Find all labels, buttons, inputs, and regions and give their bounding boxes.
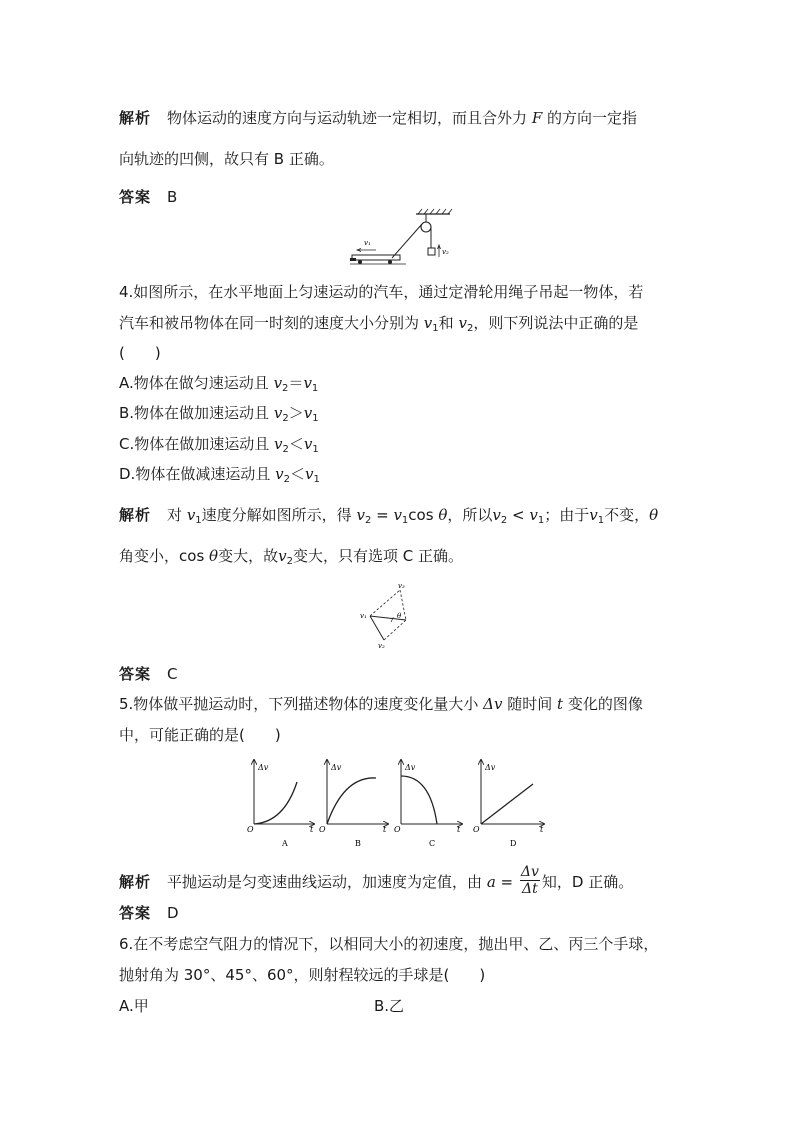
var-v: v [529, 506, 538, 524]
var-a: a [486, 873, 496, 891]
var-theta: θ [209, 547, 219, 565]
var-theta: θ [438, 506, 448, 524]
sub-2: 2 [282, 383, 289, 394]
option-text: C.物体在做加速运动且 [119, 435, 270, 453]
sub-1: 1 [401, 515, 409, 526]
q5-analysis-text: 平抛运动是匀变速曲线运动，加速度为定值，由 [167, 873, 483, 891]
q6-option-b: B.乙 [374, 997, 405, 1015]
graph-b [327, 760, 388, 848]
var-v: v [423, 314, 433, 332]
var-v: v [273, 374, 283, 392]
graph-c-xlabel: t [457, 825, 461, 834]
sub-2: 2 [364, 515, 372, 526]
graph-a-origin: O [247, 825, 254, 834]
q5-analysis [119, 866, 633, 899]
var-v: v [273, 404, 283, 422]
graph-d [473, 760, 544, 848]
q4-analysis-text: ，所以 [447, 506, 493, 524]
q4-analysis-text: 变大，故 [218, 547, 279, 565]
var-v: v [304, 465, 314, 483]
q4-analysis-text: 对 [167, 506, 183, 524]
sub-1: 1 [312, 413, 319, 424]
var-v: v [278, 547, 287, 565]
var-v: v [303, 374, 312, 392]
graph-c-label: C [429, 839, 436, 848]
q4-option-a [119, 373, 318, 393]
graph-c-ylabel: Δv [405, 763, 416, 772]
var-v: v [303, 404, 313, 422]
q5-stem-text: 变化的图像 [567, 695, 643, 713]
sub-1: 1 [311, 383, 319, 394]
op: = [495, 873, 518, 891]
q4-analysis-text: 变大，只有选项 C 正确。 [292, 547, 463, 565]
q5-graphs [240, 756, 560, 852]
q3-analysis-text-end: 的方向一定指 [547, 109, 638, 127]
graph-a-ylabel: Δv [258, 763, 269, 772]
q4-and: 和 [438, 314, 454, 332]
op: < [507, 506, 530, 524]
q5-answer [119, 903, 179, 923]
option-text: A.物体在做匀速运动且 [119, 374, 269, 392]
var-dv: Δv [483, 695, 503, 713]
graph-c [401, 760, 462, 848]
q5-stem-text: 5.物体做平抛运动时，下列描述物体的速度变化量大小 [119, 695, 479, 713]
q4-stem-text-end: ，则下列说法中正确的是 [473, 314, 639, 332]
sub-1: 1 [537, 515, 545, 526]
fig1-v2-label: v₂ [442, 248, 449, 256]
answer-label: 答案 [119, 904, 152, 922]
q5-stem-line-2: 中，可能正确的是( ) [119, 726, 281, 744]
q3-analysis-line-2: 向轨迹的凹侧，故只有 B 正确。 [119, 150, 334, 168]
q5-stem-text: 随时间 [507, 695, 553, 713]
q3-analysis-text: 物体运动的速度方向与运动轨迹一定相切，而且合外力 [167, 109, 528, 127]
graph-c-origin: O [394, 825, 401, 834]
op: ＜ [289, 465, 305, 483]
q4-stem-line-1: 4.如图所示，在水平地面上匀速运动的汽车，通过定滑轮用绳子吊起一物体，若 [119, 283, 644, 301]
op: ＞ [288, 404, 304, 422]
graph-d-label: D [510, 839, 517, 848]
graph-b-label: B [355, 839, 361, 848]
q5-analysis-text: 知，D 正确。 [541, 873, 634, 891]
sub-2: 2 [286, 556, 293, 567]
var-v: v [492, 506, 501, 524]
hanging-block [428, 248, 435, 255]
q4-analysis-line-2 [119, 546, 463, 566]
q4-stem-line-2 [119, 313, 638, 333]
graph-b-xlabel: t [383, 825, 387, 834]
frac-num: Δv [520, 864, 539, 880]
var-v: v [356, 506, 365, 524]
var-v: v [186, 506, 196, 524]
q3-analysis-line-1 [119, 108, 637, 128]
q4-analysis-line-1 [119, 505, 658, 525]
q4-answer-value: C [167, 665, 178, 683]
analysis-label: 解析 [119, 506, 152, 524]
var-v: v [458, 314, 467, 332]
var-v: v [274, 435, 283, 453]
var-theta: θ [649, 506, 659, 524]
sub-1: 1 [597, 515, 605, 526]
q4-answer [119, 664, 178, 684]
fig2-v2-label: v₂ [378, 642, 385, 650]
graph-b-ylabel: Δv [331, 763, 342, 772]
car-pulley-figure [346, 208, 456, 270]
fig2-v3-label: v₃ [398, 582, 405, 590]
q4-stem-text: 汽车和被吊物体在同一时刻的速度大小分别为 [119, 314, 420, 332]
graph-a-label: A [282, 839, 288, 848]
q6-stem-line-2: 抛射角为 30°、45°、60°，则射程较远的手球是( ) [119, 966, 486, 984]
sub-1: 1 [313, 474, 320, 485]
curve-b [327, 778, 376, 824]
graph-d-origin: O [473, 825, 480, 834]
graph-d-xlabel: t [540, 825, 544, 834]
q4-stem-line-3: ( ) [119, 344, 161, 362]
q3-answer [119, 187, 177, 207]
op: ＜ [288, 435, 304, 453]
graph-a [247, 760, 314, 848]
cos: cos [408, 506, 434, 524]
var-v: v [589, 506, 598, 524]
var-t: t [557, 695, 564, 713]
fig1-v1-label: v₁ [364, 239, 371, 247]
fraction-dv-dt [520, 864, 540, 897]
sub-2: 2 [282, 444, 289, 455]
q4-analysis-text: 速度分解如图所示，得 [201, 506, 352, 524]
option-text: B.物体在做加速运动且 [119, 404, 270, 422]
frac-den: Δt [522, 881, 538, 897]
fig2-theta-label: θ [397, 612, 402, 620]
op: ＝ [288, 374, 304, 392]
q6-stem-line-1: 6.在不考虑空气阻力的情况下，以相同大小的初速度，抛出甲、乙、丙三个手球， [119, 935, 659, 953]
q4-option-b [119, 403, 319, 423]
option-text: D.物体在做减速运动且 [119, 465, 271, 483]
var-v: v [303, 435, 313, 453]
graph-a-xlabel: t [310, 825, 314, 834]
answer-label: 答案 [119, 188, 152, 206]
fig2-v1-label: v₁ [360, 612, 367, 620]
sub-1: 1 [195, 515, 202, 526]
sub-2: 2 [283, 474, 290, 485]
q5-stem-line-1 [119, 694, 643, 714]
q6-option-a: A.甲 [119, 997, 149, 1015]
curve-c [401, 776, 437, 824]
cos: cos [179, 547, 205, 565]
sub-2: 2 [500, 515, 508, 526]
analysis-label: 解析 [119, 873, 152, 891]
q5-answer-value: D [167, 904, 179, 922]
q4-analysis-text: 角变小， [119, 547, 180, 565]
var-F: F [531, 109, 543, 127]
q4-option-d [119, 464, 320, 484]
curve-a [254, 782, 297, 824]
sub-1: 1 [312, 444, 319, 455]
answer-label: 答案 [119, 665, 152, 683]
q4-analysis-text: ；由于 [544, 506, 590, 524]
sub-1: 1 [432, 323, 439, 334]
velocity-decomposition-figure [356, 580, 440, 652]
sub-2: 2 [282, 413, 289, 424]
q4-analysis-text: 不变， [604, 506, 650, 524]
var-v: v [275, 465, 284, 483]
graph-b-origin: O [319, 825, 326, 834]
analysis-label: 解析 [119, 109, 152, 127]
op: = [371, 506, 394, 524]
var-v: v [393, 506, 402, 524]
graph-d-ylabel: Δv [485, 763, 496, 772]
sub-2: 2 [466, 323, 474, 334]
q3-answer-value: B [167, 188, 178, 206]
curve-d [481, 784, 533, 824]
pulley-icon [421, 222, 431, 232]
q4-option-c [119, 434, 319, 454]
